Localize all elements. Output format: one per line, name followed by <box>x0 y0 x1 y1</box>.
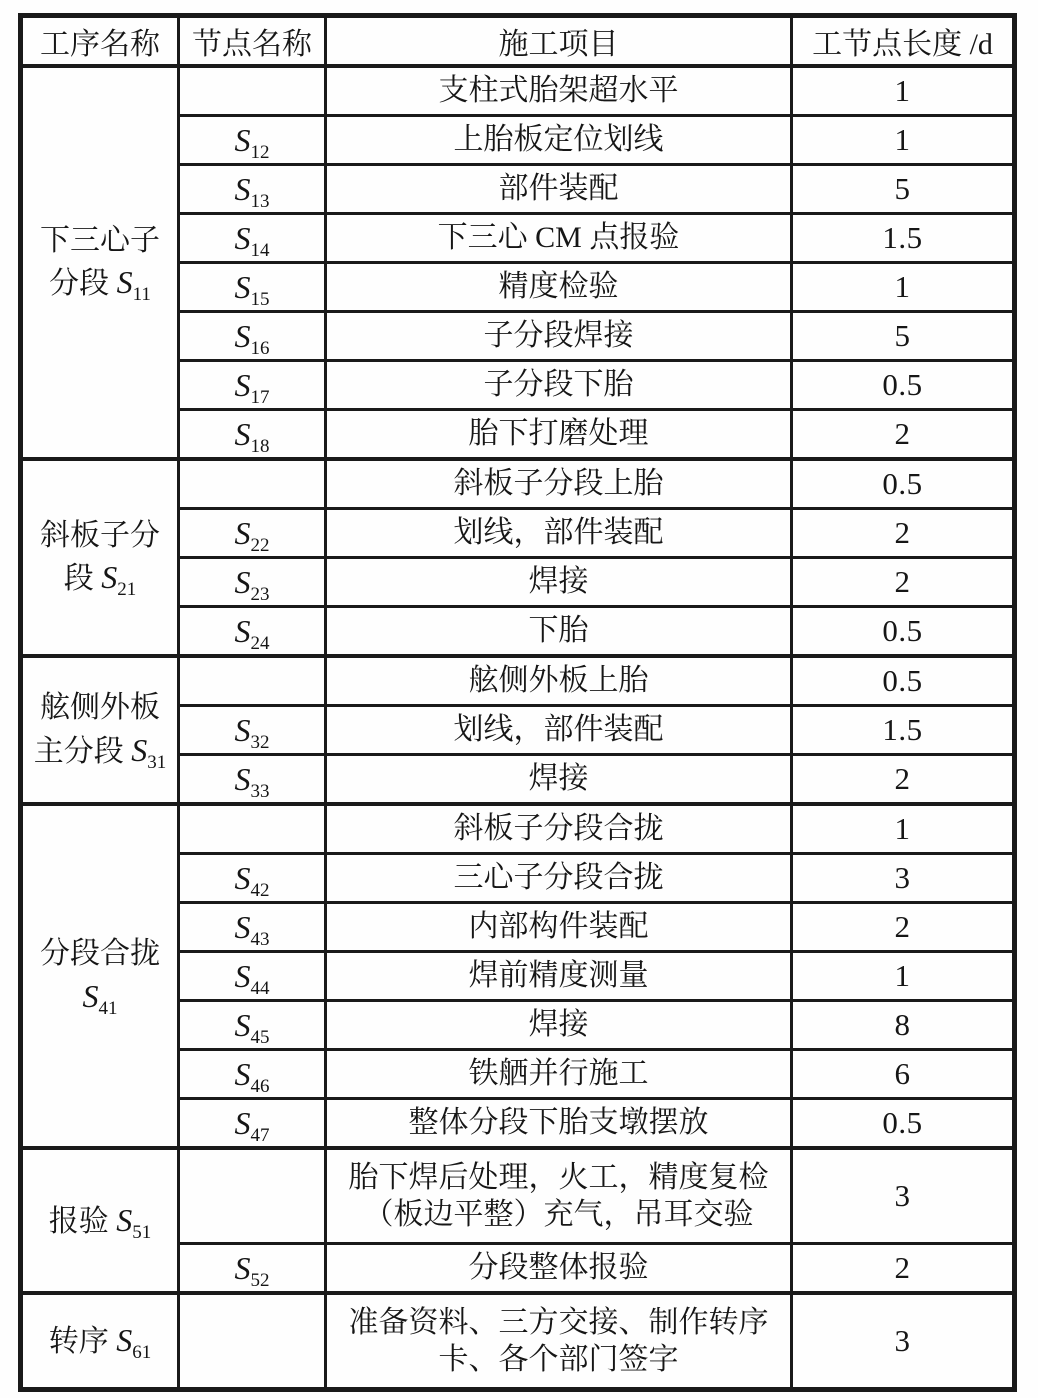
table-row <box>21 1293 1015 1390</box>
node-name-cell <box>179 509 326 558</box>
group-subscript: 51 <box>132 1221 152 1243</box>
node-symbol: S <box>234 957 251 994</box>
construction-item-cell: 舷侧外板上胎 <box>326 656 792 706</box>
table-row <box>21 804 1015 854</box>
node-length-cell: 3 <box>792 1148 1015 1244</box>
node-length-cell: 2 <box>792 1244 1015 1294</box>
node-subscript: 46 <box>250 1075 270 1097</box>
construction-item-cell: 子分段下胎 <box>326 361 792 410</box>
node-length-cell: 1 <box>792 952 1015 1001</box>
node-name-cell <box>179 361 326 410</box>
construction-item-cell: 划线，部件装配 <box>326 706 792 755</box>
construction-item-cell: 胎下焊后处理，火工，精度复检 （板边平整）充气，吊耳交验 <box>326 1148 792 1244</box>
construction-item-cell: 下胎 <box>326 607 792 657</box>
node-subscript: 16 <box>250 337 270 359</box>
header-process-name: 工序名称 <box>21 16 179 67</box>
node-length-cell: 2 <box>792 509 1015 558</box>
node-subscript: 52 <box>250 1269 270 1291</box>
table-row <box>21 66 1015 116</box>
node-subscript: 22 <box>250 534 270 556</box>
node-name-cell <box>179 1001 326 1050</box>
group-subscript: 61 <box>132 1342 152 1364</box>
node-symbol: S <box>234 908 251 945</box>
process-group-label: 分段 <box>49 267 110 300</box>
node-subscript: 17 <box>250 386 270 408</box>
node-name-cell <box>179 1099 326 1149</box>
node-name-cell <box>179 459 326 509</box>
node-name-cell <box>179 755 326 805</box>
process-group-label: 报验 <box>48 1204 109 1238</box>
node-length-cell: 1 <box>792 263 1015 312</box>
node-name-cell <box>179 312 326 361</box>
process-schedule-table <box>18 13 1017 1392</box>
node-name-cell <box>179 214 326 263</box>
construction-item-cell: 胎下打磨处理 <box>326 410 792 460</box>
construction-item-cell: 内部构件装配 <box>326 903 792 952</box>
process-group-cell <box>21 656 179 804</box>
group-subscript: 31 <box>147 751 167 773</box>
node-subscript: 42 <box>250 879 270 901</box>
node-length-cell: 0.5 <box>792 361 1015 410</box>
node-symbol: S <box>234 366 251 403</box>
node-length-cell: 2 <box>792 558 1015 607</box>
node-symbol: S <box>234 1055 251 1092</box>
group-subscript: 11 <box>132 284 151 305</box>
node-name-cell <box>179 952 326 1001</box>
node-length-cell: 3 <box>792 1293 1015 1390</box>
node-name-cell <box>179 854 326 903</box>
node-symbol: S <box>234 711 251 748</box>
construction-item-cell: 下三心 CM 点报验 <box>326 214 792 263</box>
table-body <box>21 66 1015 1390</box>
construction-item-cell: 部件装配 <box>326 165 792 214</box>
node-length-cell: 1 <box>792 116 1015 165</box>
table-row <box>21 656 1015 706</box>
construction-item-cell: 斜板子分段上胎 <box>326 459 792 509</box>
group-subscript: 41 <box>98 997 118 1019</box>
node-subscript: 32 <box>250 731 270 753</box>
node-name-cell <box>179 1244 326 1294</box>
construction-item-cell: 子分段焊接 <box>326 312 792 361</box>
process-group-cell <box>21 1148 179 1293</box>
table-row <box>21 1148 1015 1244</box>
node-symbol: S <box>234 219 251 256</box>
node-symbol: S <box>234 563 251 600</box>
construction-item-cell: 精度检验 <box>326 263 792 312</box>
process-group-cell <box>21 1293 179 1390</box>
node-subscript: 47 <box>250 1124 270 1146</box>
construction-item-cell: 焊接 <box>326 558 792 607</box>
node-name-cell <box>179 410 326 460</box>
node-length-cell: 3 <box>792 854 1015 903</box>
process-group-label: 段 <box>63 562 94 595</box>
process-group-label: 主分段 <box>33 734 124 768</box>
process-group-label: 分段合拢 <box>40 937 160 970</box>
node-symbol: S <box>234 317 251 354</box>
construction-item-cell: 三心子分段合拢 <box>326 854 792 903</box>
node-name-cell <box>179 66 326 116</box>
node-symbol: S <box>116 1322 133 1359</box>
node-symbol: S <box>234 1104 251 1141</box>
node-name-cell <box>179 165 326 214</box>
construction-item-cell: 焊前精度测量 <box>326 952 792 1001</box>
node-length-cell: 0.5 <box>792 1099 1015 1149</box>
node-symbol: S <box>234 121 251 158</box>
node-length-cell: 1 <box>792 66 1015 116</box>
construction-item-cell: 焊接 <box>326 1001 792 1050</box>
node-name-cell <box>179 116 326 165</box>
construction-item-cell: 上胎板定位划线 <box>326 116 792 165</box>
header-node-length: 工节点长度 /d <box>792 16 1015 67</box>
process-group-label: 转序 <box>48 1325 109 1359</box>
node-symbol: S <box>234 268 251 305</box>
construction-item-cell: 分段整体报验 <box>326 1244 792 1294</box>
node-length-cell: 5 <box>792 312 1015 361</box>
construction-item-cell: 准备资料、三方交接、制作转序 卡、各个部门签字 <box>326 1293 792 1390</box>
node-subscript: 14 <box>250 239 270 261</box>
node-name-cell <box>179 558 326 607</box>
node-symbol: S <box>234 859 251 896</box>
construction-item-cell: 焊接 <box>326 755 792 805</box>
node-subscript: 44 <box>250 977 270 999</box>
node-symbol: S <box>234 514 251 551</box>
node-length-cell: 8 <box>792 1001 1015 1050</box>
node-length-cell: 1.5 <box>792 706 1015 755</box>
header-row <box>21 16 1015 67</box>
process-group-cell <box>21 66 179 459</box>
node-subscript: 12 <box>250 141 270 163</box>
node-length-cell: 6 <box>792 1050 1015 1099</box>
process-group-label: 斜板子分 <box>40 518 160 552</box>
node-subscript: 23 <box>250 583 270 605</box>
node-length-cell: 2 <box>792 903 1015 952</box>
node-symbol: S <box>116 264 133 300</box>
process-group-cell <box>21 459 179 656</box>
node-name-cell <box>179 263 326 312</box>
construction-item-cell: 铁舾并行施工 <box>326 1050 792 1099</box>
node-symbol: S <box>101 559 118 595</box>
construction-item-cell: 支柱式胎架超水平 <box>326 66 792 116</box>
node-symbol: S <box>234 170 251 207</box>
node-length-cell: 0.5 <box>792 656 1015 706</box>
construction-item-cell: 划线，部件装配 <box>326 509 792 558</box>
node-symbol: S <box>234 1249 251 1286</box>
node-name-cell <box>179 656 326 706</box>
node-length-cell: 5 <box>792 165 1015 214</box>
process-group-label: 下三心子 <box>40 223 160 257</box>
node-name-cell <box>179 903 326 952</box>
node-subscript: 18 <box>250 435 270 457</box>
node-name-cell <box>179 607 326 657</box>
node-length-cell: 0.5 <box>792 607 1015 657</box>
node-name-cell <box>179 1293 326 1390</box>
construction-item-cell: 斜板子分段合拢 <box>326 804 792 854</box>
node-symbol: S <box>234 612 251 649</box>
node-subscript: 13 <box>250 190 270 212</box>
node-name-cell <box>179 706 326 755</box>
header-construction-item: 施工项目 <box>326 16 792 67</box>
node-length-cell: 0.5 <box>792 459 1015 509</box>
node-length-cell: 1 <box>792 804 1015 854</box>
table-row <box>21 459 1015 509</box>
node-symbol: S <box>116 1201 133 1238</box>
construction-item-cell: 整体分段下胎支墩摆放 <box>326 1099 792 1149</box>
node-symbol: S <box>234 760 251 797</box>
node-subscript: 24 <box>250 632 270 654</box>
node-name-cell <box>179 1050 326 1099</box>
node-subscript: 15 <box>250 288 270 310</box>
node-length-cell: 2 <box>792 755 1015 805</box>
node-symbol: S <box>234 1006 251 1043</box>
process-group-label: 舷侧外板 <box>40 691 160 724</box>
node-name-cell <box>179 804 326 854</box>
node-symbol: S <box>131 731 148 768</box>
node-symbol: S <box>82 977 99 1014</box>
header-node-name: 节点名称 <box>179 16 326 67</box>
group-subscript: 21 <box>117 579 137 600</box>
node-length-cell: 1.5 <box>792 214 1015 263</box>
node-subscript: 43 <box>250 928 270 950</box>
node-subscript: 45 <box>250 1026 270 1048</box>
node-length-cell: 2 <box>792 410 1015 460</box>
node-name-cell <box>179 1148 326 1244</box>
process-group-cell <box>21 804 179 1148</box>
node-symbol: S <box>234 415 251 452</box>
node-subscript: 33 <box>250 780 270 802</box>
